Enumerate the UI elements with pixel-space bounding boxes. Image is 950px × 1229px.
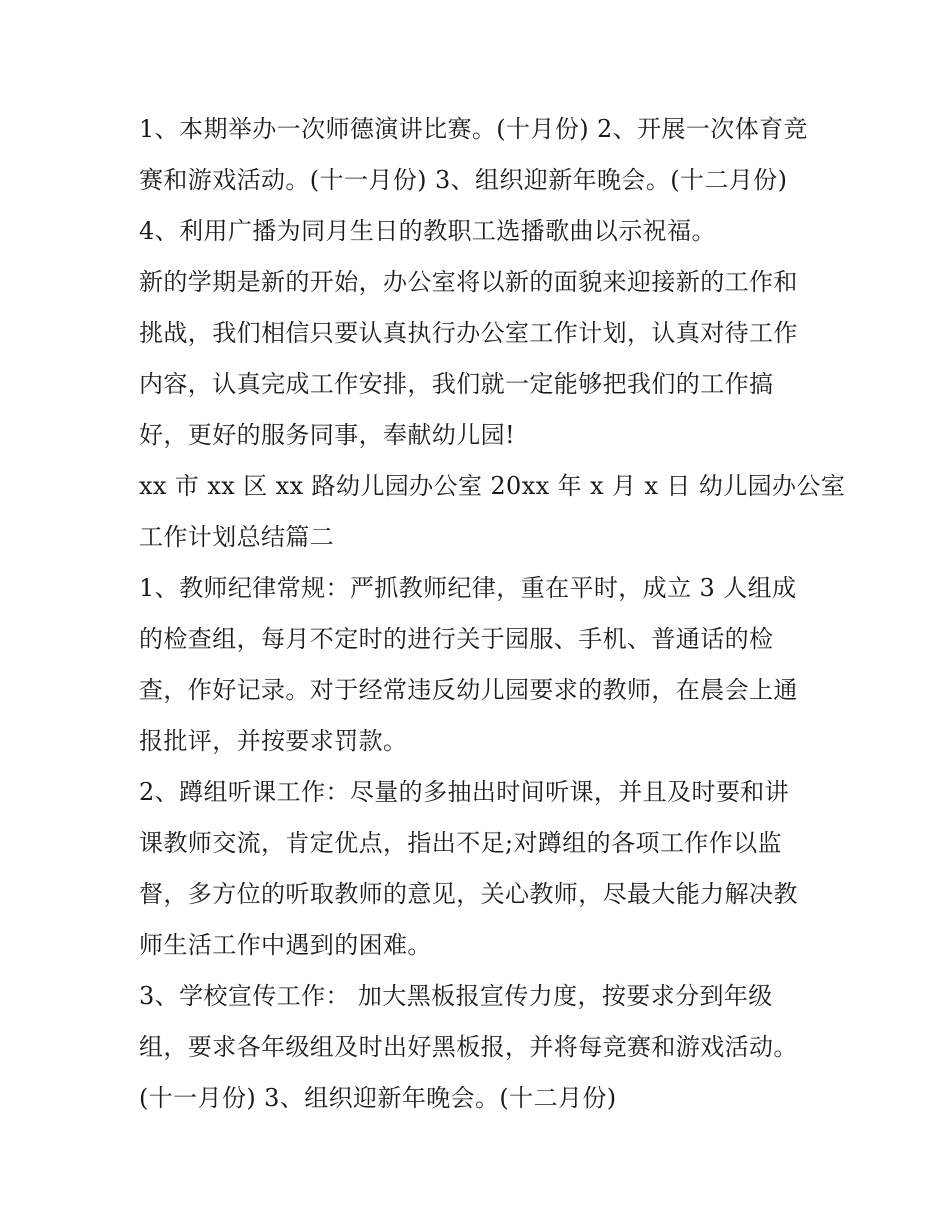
text-line: 1、本期举办一次师德演讲比赛。(十月份) 2、开展一次体育竞 bbox=[139, 115, 808, 143]
text-line: 师生活工作中遇到的困难。 bbox=[139, 931, 432, 959]
text-line: 3、学校宣传工作： 加大黑板报宣传力度，按要求分到年级 bbox=[139, 982, 773, 1010]
text-line: 4、利用广播为同月生日的教职工选播歌曲以示祝福。 bbox=[139, 217, 716, 245]
text-line: 的检查组，每月不定时的进行关于园服、手机、普通话的检 bbox=[139, 625, 774, 653]
text-line: 组，要求各年级组及时出好黑板报，并将每竞赛和游戏活动。 bbox=[139, 1033, 798, 1061]
text-line: 报批评，并按要求罚款。 bbox=[139, 727, 408, 755]
text-line: 好，更好的服务同事，奉献幼儿园! bbox=[139, 421, 516, 449]
document-body bbox=[139, 104, 846, 1124]
text-line: 2、蹲组听课工作：尽量的多抽出时间听课，并且及时要和讲 bbox=[139, 778, 790, 806]
text-line: 课教师交流，肯定优点，指出不足;对蹲组的各项工作作以监 bbox=[139, 829, 782, 857]
text-line: 1、教师纪律常规：严抓教师纪律，重在平时，成立 3 人组成 bbox=[139, 574, 797, 602]
text-line: 内容，认真完成工作安排，我们就一定能够把我们的工作搞 bbox=[139, 370, 774, 398]
text-line: 查，作好记录。对于经常违反幼儿园要求的教师，在晨会上通 bbox=[139, 676, 798, 704]
section-title: 工作计划总结篇二 bbox=[139, 523, 335, 551]
text-line: 新的学期是新的开始，办公室将以新的面貌来迎接新的工作和 bbox=[139, 268, 798, 296]
text-line: xx 市 xx 区 xx 路幼儿园办公室 20xx 年 x 月 x 日 幼儿园办公室 bbox=[139, 472, 846, 500]
text-line: (十一月份) 3、组织迎新年晚会。(十二月份) bbox=[139, 1084, 617, 1112]
text-line: 挑战，我们相信只要认真执行办公室工作计划，认真对待工作 bbox=[139, 319, 798, 347]
text-line: 督，多方位的听取教师的意见，关心教师，尽最大能力解决教 bbox=[139, 880, 798, 908]
text-line: 赛和游戏活动。(十一月份) 3、组织迎新年晚会。(十二月份) bbox=[139, 166, 788, 194]
